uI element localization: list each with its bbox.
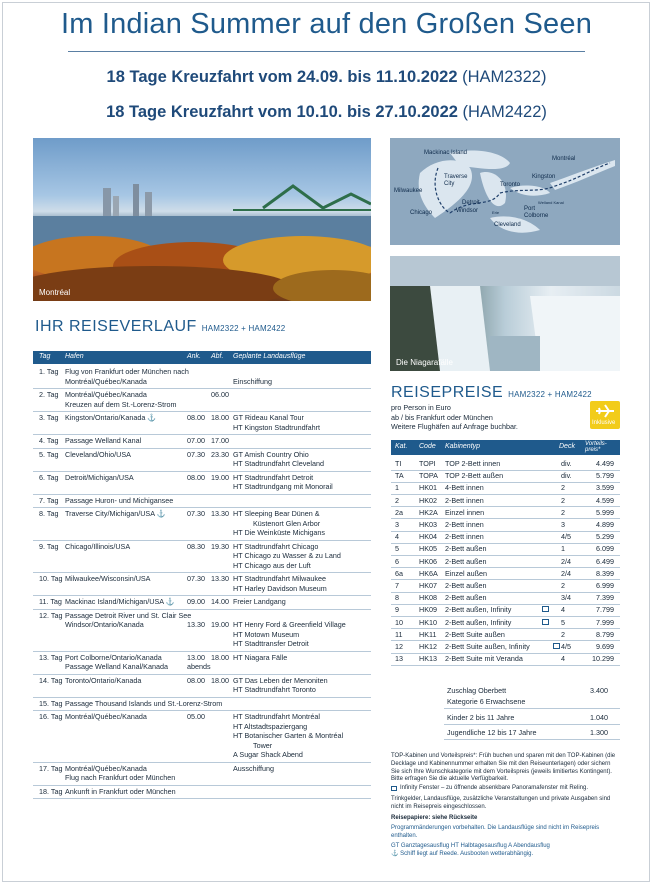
itinerary-departure: 13.30 — [211, 509, 229, 518]
route-map — [390, 138, 620, 245]
subtitle-2: 18 Tage Kreuzfahrt vom 10.10. bis 27.10.2022 (HAM2422) — [106, 103, 547, 121]
price-category: 3 — [395, 520, 399, 529]
prices-intro: pro Person in Euro ab / bis Frankfurt oder München Weitere Flughäfen auf Anfrage buchbar. — [391, 403, 518, 431]
itinerary-departure: 19.30 — [211, 541, 229, 551]
itinerary-excursion: HT Henry Ford & Greenfield Village — [233, 620, 346, 629]
row-divider — [33, 609, 371, 610]
title-rule — [68, 51, 585, 52]
itinerary-tag: 6. Tag — [39, 472, 59, 482]
itinerary-port: Passage Welland Kanal/Kanada — [65, 662, 168, 671]
itinerary-excursion: GT Das Leben der Menoniten — [233, 675, 328, 685]
itinerary-port: Montréal/Québec/Kanada — [65, 390, 147, 399]
price-cabin-type: 4-Bett innen — [445, 483, 484, 493]
price-category: TI — [395, 459, 402, 468]
itinerary-departure: 06.00 — [211, 390, 229, 399]
price-value: 7.399 — [596, 593, 614, 603]
price-category: TA — [395, 471, 404, 481]
itinerary-tag: 13. Tag — [39, 652, 63, 662]
airplane-icon — [590, 402, 620, 420]
row-divider — [33, 507, 371, 508]
price-deck: 2 — [561, 581, 565, 590]
page-title: Im Indian Summer auf den Großen Seen — [60, 8, 593, 40]
price-value: 5.999 — [596, 507, 614, 517]
itinerary-tag: 8. Tag — [39, 509, 59, 518]
itinerary-arrival: 08.30 — [187, 541, 205, 551]
price-deck: 4 — [561, 654, 565, 664]
row-divider — [33, 651, 371, 652]
row-divider — [33, 595, 371, 596]
price-extra-label: Jugendliche 12 bis 17 Jahre — [447, 728, 537, 737]
map-label: Port Colborne — [524, 206, 549, 219]
price-category: 12 — [395, 642, 403, 651]
price-row — [391, 471, 620, 481]
row-divider — [33, 798, 371, 799]
itinerary-excursion: GT Rideau Kanal Tour — [233, 413, 304, 422]
itinerary-port: Kingston/Ontario/Kanada ⚓ — [65, 413, 157, 422]
price-cabin-type: 2-Bett außen — [445, 544, 487, 554]
price-deck: 2 — [561, 629, 565, 639]
price-cabin-type: 2-Bett außen, Infinity — [445, 605, 512, 615]
itinerary-port: Cleveland/Ohio/USA — [65, 449, 131, 459]
itinerary-excursion: Ausschiffung — [233, 763, 275, 773]
price-code: TOPA — [419, 471, 438, 481]
price-extra-label: Zuschlag Oberbett — [447, 686, 507, 695]
price-cabin-type: 2-Bett Suite mit Veranda — [445, 654, 523, 664]
row-divider — [444, 724, 620, 725]
price-row — [391, 557, 620, 567]
row-divider — [444, 739, 620, 740]
price-row — [391, 459, 620, 469]
itinerary-tag: 17. Tag — [39, 763, 63, 773]
itinerary-arrival: 13.30 — [187, 620, 205, 629]
itinerary-departure: 18.00 — [211, 652, 229, 662]
itinerary-port: Kreuzen auf dem St.-Lorenz-Strom — [65, 399, 177, 409]
itinerary-arrival: 07.30 — [187, 449, 205, 459]
itinerary-tag: 9. Tag — [39, 541, 59, 551]
row-divider — [33, 674, 371, 675]
montreal-caption: Montréal — [39, 288, 71, 297]
itinerary-port: Toronto/Ontario/Kanada — [65, 675, 142, 685]
row-divider — [33, 785, 371, 786]
price-row — [391, 605, 620, 615]
price-row — [391, 496, 620, 506]
price-code: HK04 — [419, 532, 437, 542]
itinerary-arrival: 13.00 — [187, 652, 205, 662]
price-deck: 4/5 — [561, 642, 571, 651]
itinerary-excursion: GT Amish Country Ohio — [233, 449, 309, 459]
price-code: HK08 — [419, 593, 437, 603]
row-divider — [33, 697, 371, 698]
itinerary-tag: 16. Tag — [39, 712, 63, 721]
itinerary-tag: 14. Tag — [39, 675, 63, 685]
price-deck: 4 — [561, 605, 565, 615]
itinerary-excursion: HT Stadtrundgang mit Monorail — [233, 482, 333, 491]
row-divider — [391, 665, 620, 666]
price-value: 5.799 — [596, 471, 614, 481]
price-category: 7 — [395, 581, 399, 590]
price-row — [391, 544, 620, 554]
itinerary-tag: 3. Tag — [39, 413, 59, 422]
price-cabin-type: 2-Bett Suite außen — [445, 629, 505, 639]
itinerary-excursion: HT Kingston Stadtrundfahrt — [233, 422, 320, 432]
price-value: 9.699 — [596, 642, 614, 651]
price-row — [391, 569, 620, 579]
price-code: HK11 — [419, 629, 437, 639]
price-code: HK05 — [419, 544, 437, 554]
row-divider — [33, 540, 371, 541]
prices-heading: REISEPREISE HAM2322 + HAM2422 — [391, 384, 592, 401]
itinerary-departure: 18.00 — [211, 675, 229, 685]
price-cabin-type: Einzel innen — [445, 507, 485, 517]
price-code: HK01 — [419, 483, 437, 493]
itinerary-port: Port Colborne/Ontario/Kanada — [65, 652, 162, 662]
price-deck: 4/5 — [561, 532, 571, 542]
itinerary-header: Tag Hafen Ank. Abf. Geplante Landausflüge — [33, 351, 371, 364]
price-code: HK02 — [419, 495, 437, 505]
itinerary-excursion: HT Sleeping Bear Dünen & — [233, 509, 320, 518]
price-code: HK03 — [419, 520, 437, 529]
itinerary-arrival: 07.30 — [187, 509, 205, 518]
price-cabin-type: 2-Bett innen — [445, 495, 484, 505]
row-divider — [33, 448, 371, 449]
price-value: 6.499 — [596, 556, 614, 566]
map-label: Detroit — [462, 200, 480, 206]
itinerary-excursion: HT Stadtrundfahrt Chicago — [233, 541, 319, 551]
price-deck: 3/4 — [561, 593, 571, 603]
price-value: 4.599 — [596, 495, 614, 505]
itinerary-excursion: HT Altstadtspaziergang — [233, 721, 308, 731]
itinerary-tag: 15. Tag — [39, 698, 63, 708]
itinerary-port: Milwaukee/Wisconsin/USA — [65, 574, 151, 583]
row-divider — [33, 471, 371, 472]
itinerary-excursion: HT Die Weinküste Michigans — [233, 528, 326, 537]
itinerary-excursion: Freier Landgang — [233, 597, 286, 606]
price-row — [391, 618, 620, 628]
price-row — [391, 593, 620, 603]
price-code: HK6A — [419, 568, 438, 578]
price-cabin-type: TOP 2-Bett außen — [445, 471, 504, 481]
row-divider — [33, 434, 371, 435]
itinerary-excursion: HT Chicago zu Wasser & zu Land — [233, 551, 341, 560]
itinerary-excursion: Küstenort Glen Arbor — [253, 518, 321, 528]
price-cabin-type: Einzel außen — [445, 568, 487, 578]
row-divider — [33, 494, 371, 495]
price-row — [391, 532, 620, 542]
price-extra-sub: Kategorie 6 Erwachsene — [447, 697, 526, 706]
itinerary-excursion: HT Chicago aus der Luft — [233, 560, 311, 570]
price-category: 1 — [395, 483, 399, 493]
itinerary-port: Detroit/Michigan/USA — [65, 472, 134, 482]
itinerary-arrival: 08.00 — [187, 413, 205, 422]
price-category: 8 — [395, 593, 399, 603]
montreal-photo — [33, 138, 371, 301]
price-category: 2 — [395, 495, 399, 505]
itinerary-port: Montréal/Québec/Kanada — [65, 712, 147, 721]
itinerary-port: Ankunft in Frankfurt oder München — [65, 786, 176, 796]
itinerary-tag: 11. Tag — [39, 597, 62, 606]
map-label: Traverse City — [444, 174, 468, 187]
price-code: HK09 — [419, 605, 437, 615]
itinerary-excursion: Einschiffung — [233, 376, 273, 386]
map-label: Toronto — [500, 182, 521, 188]
price-code: HK12 — [419, 642, 437, 651]
itinerary-tag: 4. Tag — [39, 436, 59, 445]
itinerary-port: Passage Welland Kanal — [65, 436, 142, 445]
niagara-caption: Die Niagarafälle — [396, 358, 453, 367]
price-deck: 1 — [561, 544, 565, 554]
map-label: Welland Kanal — [538, 200, 564, 205]
infinity-window-icon — [542, 619, 549, 625]
price-deck: 2/4 — [561, 568, 571, 578]
price-row — [391, 581, 620, 591]
price-value: 4.899 — [596, 520, 614, 529]
itinerary-excursion: HT Stadttransfer Detroit — [233, 639, 309, 648]
price-cabin-type: 2-Bett außen — [445, 593, 487, 603]
itinerary-excursion: HT Stadtrundfahrt Cleveland — [233, 459, 324, 468]
itinerary-heading: IHR REISEVERLAUF HAM2322 + HAM2422 — [35, 318, 286, 335]
itinerary-arrival: 07.30 — [187, 574, 205, 583]
row-divider — [33, 710, 371, 711]
itinerary-excursion: A Sugar Shack Abend — [233, 750, 303, 759]
itinerary-port: Passage Huron- und Michigansee — [65, 495, 174, 505]
price-row — [391, 654, 620, 664]
price-extra — [391, 686, 620, 706]
infinity-window-icon — [553, 643, 560, 649]
price-extra — [391, 728, 620, 738]
price-extra-value: 3.400 — [590, 686, 608, 695]
itinerary-excursion: HT Stadtrundfahrt Milwaukee — [233, 574, 326, 583]
row-divider — [33, 388, 371, 389]
map-label: Cleveland — [494, 222, 521, 228]
itinerary-tag: 5. Tag — [39, 449, 59, 459]
price-category: 10 — [395, 617, 403, 627]
itinerary-tag: 7. Tag — [39, 495, 59, 505]
price-code: HK06 — [419, 556, 437, 566]
price-deck: 5 — [561, 617, 565, 627]
subtitle-1: 18 Tage Kreuzfahrt vom 24.09. bis 11.10.2022 (HAM2322) — [106, 68, 547, 86]
price-cabin-type: 2-Bett innen — [445, 520, 484, 529]
itinerary-excursion: HT Stadtrundfahrt Toronto — [233, 685, 316, 694]
price-value: 3.599 — [596, 483, 614, 493]
itinerary-port: Passage Detroit River und St. Clair See — [65, 610, 192, 620]
price-cabin-type: 2-Bett außen — [445, 556, 487, 566]
price-category: 11 — [395, 629, 403, 639]
price-extra-label: Kinder 2 bis 11 Jahre — [447, 713, 515, 722]
itinerary-port: Chicago/Illinois/USA — [65, 541, 131, 551]
footnotes: TOP-Kabinen und Vorteilspreis*: Früh buchen und sparen mit den TOP-Kabinen (die Decklage und Kabinennummer erhalten Sie mit den Reiseunterlagen) oder sichern Sie sich Ihre Wunschkategorie mit dem Vorteilspreis (jeweils limitiertes Kontingent). Bitte erfragen Sie die aktuelle Verfügbarkeit. Infinity Fenster – zu öffnende absenkbare Panoramafenster mit Reling. Trinkgelder, Landausflüge, zusätzliche Veranstaltungen und private Ausgaben sind nicht im Reisepreis eingeschlossen. Reisepapiere: siehe Rückseite Programmänderungen vorbehalten. Die Landausflüge sind nicht im Reisepreis enthalten. GT Ganztagesausflug HT Halbtagesausflug A Abendausflug ⚓ Schiff liegt auf Reede. Ausbooten wetterabhängig. — [391, 753, 616, 857]
map-label: Mackinac Island — [424, 150, 468, 156]
price-deck: div. — [561, 459, 572, 468]
inclusive-flight-badge: Inklusive — [590, 401, 620, 429]
map-label: Milwaukee — [394, 188, 423, 194]
infinity-window-icon — [391, 786, 397, 791]
price-category: 2a — [395, 507, 403, 517]
price-value: 8.799 — [596, 629, 614, 639]
prices-header: Kat. Code Kabinentyp Deck Vorteils-preis* — [391, 440, 620, 455]
price-row — [391, 508, 620, 518]
niagara-photo — [390, 256, 620, 371]
price-code: HK13 — [419, 654, 437, 664]
itinerary-departure: 19.00 — [211, 472, 229, 482]
itinerary-arrival: 07.00 — [187, 436, 205, 445]
row-divider — [33, 411, 371, 412]
itinerary-departure: 13.30 — [211, 574, 229, 583]
price-deck: 2 — [561, 483, 565, 493]
itinerary-tag: 10. Tag — [39, 574, 63, 583]
itinerary-port: Traverse City/Michigan/USA ⚓ — [65, 509, 166, 518]
itinerary-arrival: 08.00 — [187, 472, 205, 482]
itinerary-departure: 18.00 — [211, 413, 229, 422]
itinerary-port: Montréal/Québec/Kanada — [65, 376, 147, 386]
price-row — [391, 630, 620, 640]
price-value: 8.399 — [596, 568, 614, 578]
map-label: Erie — [492, 210, 500, 215]
price-code: TOPI — [419, 459, 436, 468]
price-category: 13 — [395, 654, 403, 664]
itinerary-excursion: HT Niagara Fälle — [233, 652, 288, 662]
itinerary-tag: 18. Tag — [39, 786, 63, 796]
itinerary-departure: 14.00 — [211, 597, 229, 606]
price-extra — [391, 713, 620, 723]
map-label: Chicago — [410, 210, 433, 216]
itinerary-excursion: HT Harley Davidson Museum — [233, 583, 327, 593]
price-code: HK10 — [419, 617, 437, 627]
price-row — [391, 520, 620, 530]
itinerary-excursion: Tower — [253, 740, 273, 750]
price-cabin-type: 2-Bett außen — [445, 581, 487, 590]
row-divider — [444, 708, 620, 709]
price-value: 10.299 — [592, 654, 614, 664]
price-cabin-type: 2-Bett Suite außen, Infinity — [445, 642, 530, 651]
price-category: 6 — [395, 556, 399, 566]
price-deck: 2 — [561, 495, 565, 505]
price-value: 6.999 — [596, 581, 614, 590]
price-value: 5.299 — [596, 532, 614, 542]
row-divider — [33, 572, 371, 573]
price-cabin-type: TOP 2-Bett innen — [445, 459, 501, 468]
price-value: 7.999 — [596, 617, 614, 627]
price-deck: 3 — [561, 520, 565, 529]
itinerary-port: Passage Thousand Islands und St.-Lorenz-Strom — [65, 698, 223, 708]
price-category: 4 — [395, 532, 399, 542]
itinerary-excursion: HT Stadtrundfahrt Montréal — [233, 712, 320, 721]
itinerary-port: Windsor/Ontario/Kanada — [65, 620, 144, 629]
itinerary-port: Flug nach Frankfurt oder München — [65, 773, 176, 782]
price-value: 7.799 — [596, 605, 614, 615]
map-label: Windsor — [456, 208, 479, 214]
price-category: 5 — [395, 544, 399, 554]
itinerary-departure: 23.30 — [211, 449, 229, 459]
price-value: 6.099 — [596, 544, 614, 554]
itinerary-excursion: HT Botanischer Garten & Montréal — [233, 731, 344, 740]
itinerary-port: Mackinac Island/Michigan/USA ⚓ — [65, 597, 175, 606]
price-deck: 2 — [561, 507, 565, 517]
price-code: HK07 — [419, 581, 437, 590]
itinerary-port: Flug von Frankfurt oder München nach — [65, 367, 189, 376]
itinerary-departure: 19.00 — [211, 620, 229, 629]
itinerary-tag: 1. Tag — [39, 367, 59, 376]
itinerary-excursion: HT Stadtrundfahrt Detroit — [233, 472, 314, 482]
itinerary-arrival: 09.00 — [187, 597, 205, 606]
map-label: Kingston — [532, 174, 556, 180]
price-extra-value: 1.300 — [590, 728, 608, 737]
map-label: Montréal — [552, 156, 576, 162]
price-cabin-type: 2-Bett außen, Infinity — [445, 617, 512, 627]
itinerary-departure: 17.00 — [211, 436, 229, 445]
itinerary-departure-note: abends — [187, 662, 211, 671]
price-category: 6a — [395, 568, 403, 578]
price-deck: 2/4 — [561, 556, 571, 566]
itinerary-tag: 2. Tag — [39, 390, 59, 399]
itinerary-tag: 12. Tag — [39, 610, 63, 620]
price-category: 9 — [395, 605, 399, 615]
price-cabin-type: 2-Bett innen — [445, 532, 484, 542]
price-deck: div. — [561, 471, 572, 481]
infinity-window-icon — [542, 606, 549, 612]
price-extra-value: 1.040 — [590, 713, 608, 722]
price-row — [391, 483, 620, 493]
price-code: HK2A — [419, 507, 438, 517]
itinerary-arrival: 05.00 — [187, 712, 205, 721]
itinerary-excursion: HT Motown Museum — [233, 629, 300, 639]
itinerary-arrival: 08.00 — [187, 675, 205, 685]
row-divider — [33, 762, 371, 763]
price-row — [391, 642, 620, 652]
itinerary-port: Montréal/Québec/Kanada — [65, 763, 147, 773]
price-value: 4.499 — [596, 459, 614, 468]
